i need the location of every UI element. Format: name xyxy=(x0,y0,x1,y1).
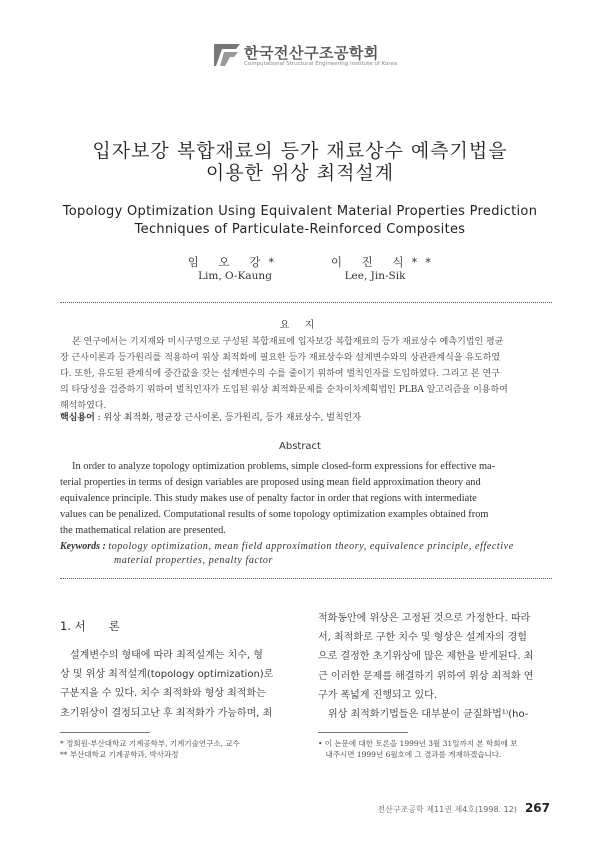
org-name-korean: 한국전산구조공학회 xyxy=(244,44,379,62)
abstract-english-line: In order to analyze topology optimization problems, simple closed-form expressions for effective ma- xyxy=(72,461,496,472)
body-line: 근 이러한 문제를 해결하기 위하여 위상 최적화 연 xyxy=(318,670,534,682)
footnote-affiliation-1: * 정회원·부산대학교 기계공학부, 기계기술연구소, 교수 xyxy=(60,739,240,748)
keywords-korean-label: 핵심용어 xyxy=(60,413,95,423)
org-name-english: Computational Structural Engineering Institute of Korea xyxy=(244,61,398,67)
abstract-english-line: the mathematical relation are presented. xyxy=(60,525,226,536)
footnote-discussion-1: • 이 논문에 대한 토론을 1999년 3월 31일까지 본 학회에 보 xyxy=(318,739,518,748)
body-line: 서, 최적화로 구한 치수 및 형상은 설계자의 경험 xyxy=(318,632,527,644)
abstract-korean-line: 해석하였다. xyxy=(60,401,107,411)
footnote-rule-left xyxy=(60,732,150,733)
keywords-english xyxy=(60,540,552,568)
footnote-discussion-2: 내주시면 1999년 6월호에 그 결과를 게재하겠습니다. xyxy=(318,750,502,759)
footnotes-right xyxy=(318,738,558,760)
divider-top xyxy=(60,302,552,303)
body-column-right xyxy=(318,609,550,724)
abstract-korean-heading: 요 지 xyxy=(279,320,321,331)
abstract-english-line: equivalence principle. This study makes use of penalty factor in order that regions with intermediate xyxy=(60,493,477,504)
keywords-korean xyxy=(60,410,552,423)
page-footer xyxy=(377,801,550,815)
section-heading-introduction: 1. 서 론 xyxy=(60,619,120,633)
keywords-english-values-line2: material properties, penalty factor xyxy=(114,555,273,566)
abstract-korean-line: 의 타당성을 검증하기 위하여 벌칙인자가 도입된 위상 최적화문제를 순차이차계획법인 PLBA 알고리즘을 이용하여 xyxy=(60,385,508,395)
author1-korean: 임 오 강* xyxy=(187,255,283,269)
keywords-english-label: Keywords : xyxy=(60,541,106,552)
author1-english: Lim, O-Kaung xyxy=(198,270,272,282)
title-english-line2: Techniques of Particulate-Reinforced Composites xyxy=(134,222,466,237)
ksi-logo-icon xyxy=(214,44,240,66)
author2-korean: 이 진 식** xyxy=(330,255,440,269)
abstract-korean-line: 본 연구에서는 기지재와 미시구멍으로 구성된 복합재료에 입자보강 복합재료의 등가 재료상수 예측기법인 평균 xyxy=(72,337,504,347)
footnote-rule-right xyxy=(318,732,408,733)
journal-logo xyxy=(214,42,414,72)
abstract-english-line: values can be penalized. Computational results of some topology optimization examples obtained from xyxy=(60,509,489,520)
body-line: 구가 폭넓게 진행되고 있다. xyxy=(318,689,437,701)
body-line: 설계변수의 형태에 따라 최적설계는 치수, 형 xyxy=(70,650,263,661)
divider-bottom xyxy=(60,578,552,579)
body-line: 적화동안에 위상은 고정된 것으로 가정한다. 따라 xyxy=(318,613,531,624)
keywords-korean-values: : 위상 최적화, 평균장 근사이론, 등가원리, 등가 재료상수, 벌칙인자 xyxy=(94,413,362,423)
author2-english: Lee, Jin-Sik xyxy=(344,270,406,282)
abstract-korean-line: 장 근사이론과 등가원리를 적용하여 위상 최적화에 필요한 등가 재료상수와 설계변수와의 상관관계식을 유도하였 xyxy=(60,353,501,363)
abstract-english-heading: Abstract xyxy=(279,441,321,452)
footnote-affiliation-2: ** 부산대학교 기계공학과, 박사과정 xyxy=(60,750,179,759)
body-line: 상 및 위상 최적설계(topology optimization)로 xyxy=(60,669,274,681)
body-column-left xyxy=(60,646,292,723)
abstract-korean-text xyxy=(60,334,552,414)
title-korean-line2: 이용한 위상 최적설계 xyxy=(205,162,395,184)
body-line: 위상 최적화기법들은 대부분이 균질화법¹⁾(ho- xyxy=(318,709,529,721)
keywords-english-values-line1: topology optimization, mean field approximation theory, equivalence principle, effective xyxy=(108,541,514,552)
page-number: 267 xyxy=(524,801,550,815)
body-line: 구분지을 수 있다. 치수 최적화와 형상 최적화는 xyxy=(60,688,266,700)
body-line: 초기위상이 결정되고난 후 최적화가 가능하며, 최 xyxy=(60,707,273,719)
title-korean-line1: 입자보강 복합재료의 등가 재료상수 예측기법을 xyxy=(92,140,508,162)
footnotes-left xyxy=(60,738,300,760)
journal-citation: 전산구조공학 제11권 제4호(1998. 12) xyxy=(377,805,517,814)
body-line: 으로 결정한 초기위상에 많은 제한을 받게된다. 최 xyxy=(318,651,534,663)
abstract-korean-line: 다. 또한, 유도된 관계식에 중간값을 갖는 설계변수의 수를 줄이기 위하여 벌칙인자를 도입하였다. 그리고 본 연구 xyxy=(60,369,500,379)
abstract-english-line: terial properties in terms of design variables are proposed using mean field approximation theory and xyxy=(60,477,481,488)
abstract-english-text xyxy=(60,459,552,539)
title-english-line1: Topology Optimization Using Equivalent Material Properties Prediction xyxy=(62,204,538,219)
